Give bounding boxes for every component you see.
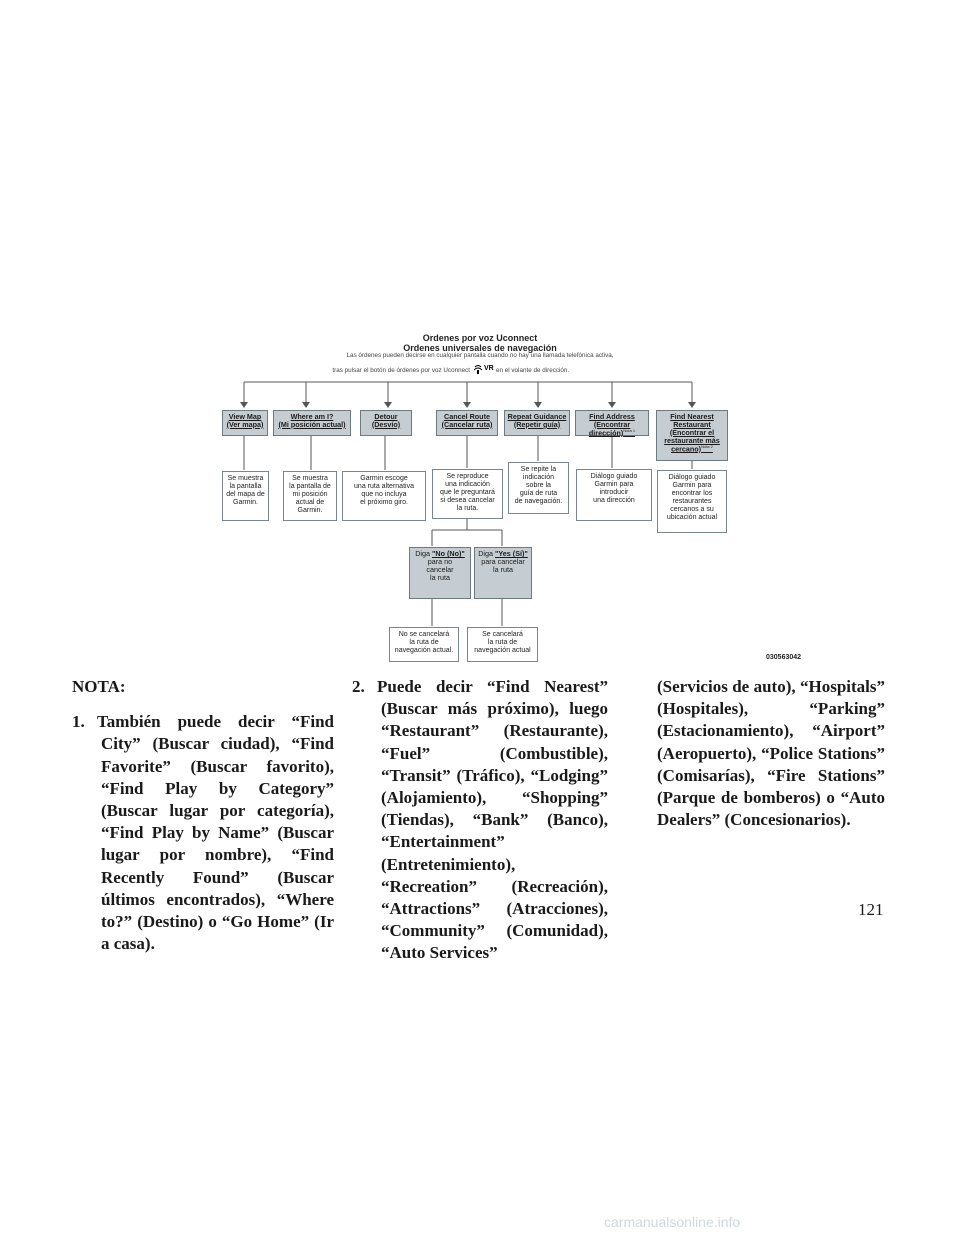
result-repeat-guidance: Se repite la indicación sobre la guía de ruta de navegación. xyxy=(508,462,569,514)
result-view-map: Se muestra la pantalla del mapa de Garmin. xyxy=(222,471,269,521)
command-repeat-guidance: Repeat Guidance (Repetir guía) xyxy=(504,410,570,436)
note-item-2-text: Puede decir “Find Nearest” (Buscar más próximo), luego “Restaurant” (Restaurante), “Fuel” (Combustible), “Transit” (Tráfico), “Lodging” (Alojamiento), “Shopping” (Tiendas), “Bank” (Banco), “Entertainment” (Entretenimiento), “Recreation” (Recreación), “Attractions” (Atracciones), “Community” (Comunidad), “Auto Services” xyxy=(377,677,608,963)
note-item-2-continued: (Servicios de auto), “Hospitals” (Hospitales), “Parking” (Estacionamiento), “Airport” (Aeropuerto), “Police Stations” (Comisarías), “Fire Stations” (Parque de bomberos) o “Auto Dealers” (Concesionarios). xyxy=(657,677,885,830)
watermark: carmanualsonline.info xyxy=(604,1214,741,1230)
diagram-subtitle: Ordenes universales de navegación xyxy=(403,343,557,353)
page-number: 121 xyxy=(858,900,884,919)
diagram-title: Ordenes por voz Uconnect xyxy=(422,333,538,343)
note-item-1-number: 1. xyxy=(72,712,85,732)
command-where-am-i: Where am I? (Mi posición actual) xyxy=(273,410,351,436)
option-say-yes: Diga "Yes (Sí)" para cancelar la ruta xyxy=(474,547,532,599)
result-no-cancel: No se cancelará la ruta de navegación actual. xyxy=(389,627,459,662)
command-find-nearest-restaurant: Find Nearest Restaurant (Encontrar el restaurante más cercano)$^{Nota 2}$ xyxy=(656,410,728,461)
voice-button-icon xyxy=(473,364,497,376)
result-detour: Garmin escoge una ruta alternativa que no incluya el próximo giro. xyxy=(342,471,426,521)
notes-column-1 xyxy=(72,676,334,955)
diagram-caption-line2-end: en el volante de dirección. xyxy=(496,367,570,374)
voice-command-icon xyxy=(473,364,483,375)
diagram-caption-line2-start: tras pulsar el botón de órdenes por voz Uconnect xyxy=(332,367,470,374)
note-item-2-number: 2. xyxy=(352,677,365,696)
result-find-address: Diálogo guiado Garmin para introducir una dirección xyxy=(576,469,652,521)
diagram-caption-line1: Las órdenes pueden decirse en cualquier pantalla cuando no hay una llamada telefónica activa, xyxy=(346,352,614,359)
result-where-am-i: Se muestra la pantalla de mi posición actual de Garmin. xyxy=(283,471,337,521)
notes-column-2 xyxy=(352,676,608,965)
notes-column-3 xyxy=(657,676,885,831)
command-cancel-route: Cancel Route (Cancelar ruta) xyxy=(436,410,498,436)
command-detour: Detour (Desvío) xyxy=(360,410,412,436)
result-find-nearest-restaurant: Diálogo guiado Garmin para encontrar los restaurantes cercanos a su ubicación actual xyxy=(657,470,727,533)
note-item-2 xyxy=(352,676,608,965)
note-item-1-text: También puede decir “Find City” (Buscar ciudad), “Find Favorite” (Buscar favorito), “Find Play by Category” (Buscar lugar por categoría), “Find Play by Name” (Buscar lugar por nombre), “Find Recently Found” (Buscar últimos encontrados), “Where to?” (Destino) o “Go Home” (Ir a casa). xyxy=(97,712,334,954)
command-view-map: View Map (Ver mapa) xyxy=(222,410,268,436)
result-cancel-route: Se reproduce una indicación que le preguntará si desea cancelar la ruta. xyxy=(432,469,503,519)
result-yes-cancel: Se cancelará la ruta de navegación actual xyxy=(467,627,538,662)
note-item-1 xyxy=(72,711,334,955)
option-say-no: Diga "No (No)" para no cancelar la ruta xyxy=(409,547,471,599)
command-find-address: Find Address (Encontrar dirección)$^{Nota 1}$ xyxy=(575,410,649,436)
notes-heading: NOTA: xyxy=(72,677,126,696)
vr-label: VR xyxy=(484,365,494,372)
figure-code: 030563042 xyxy=(766,654,802,661)
